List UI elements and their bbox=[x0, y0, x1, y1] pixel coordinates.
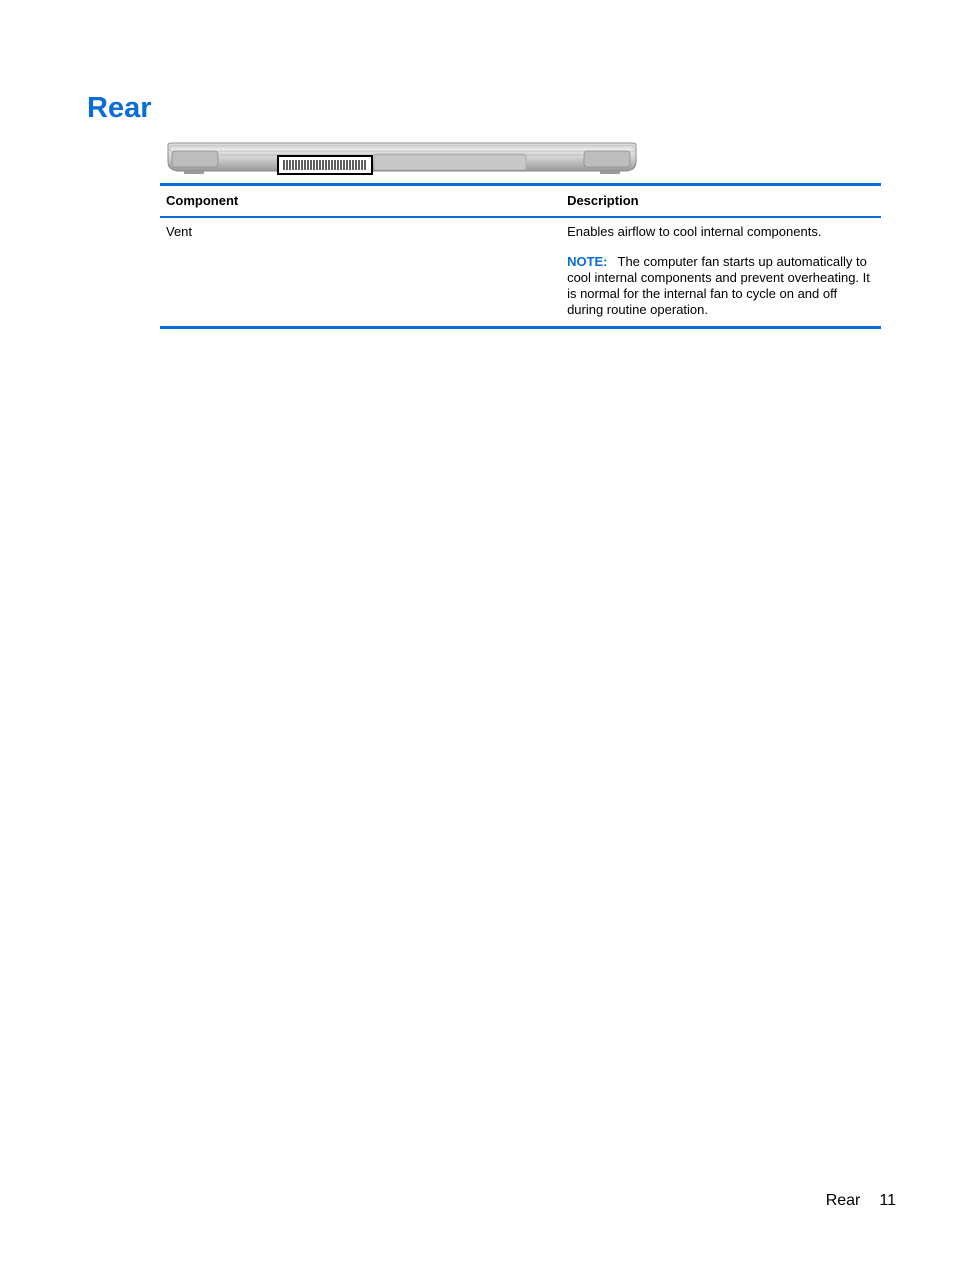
page-number: 11 bbox=[879, 1192, 896, 1209]
note-paragraph bbox=[567, 254, 875, 318]
page-footer bbox=[826, 1191, 896, 1211]
table-header-row bbox=[160, 185, 881, 218]
right-hinge bbox=[584, 151, 630, 167]
table-row bbox=[160, 217, 881, 328]
computer-rear-view-image bbox=[164, 142, 640, 178]
page-title: Rear bbox=[87, 92, 152, 124]
column-header-description: Description bbox=[567, 193, 639, 208]
component-table bbox=[160, 183, 881, 329]
component-cell: Vent bbox=[166, 224, 193, 239]
description-text: Enables airflow to cool internal components. bbox=[567, 224, 822, 239]
note-label: NOTE: bbox=[567, 254, 608, 269]
description-cell bbox=[561, 217, 881, 328]
footer-section-title: Rear bbox=[825, 1192, 861, 1209]
left-hinge bbox=[172, 151, 218, 167]
note-text: The computer fan starts up automatically to cool internal components and prevent overheating. It is normal for the internal fan to cycle on and off during routine operation. bbox=[567, 254, 870, 317]
column-header-component: Component bbox=[166, 193, 239, 208]
